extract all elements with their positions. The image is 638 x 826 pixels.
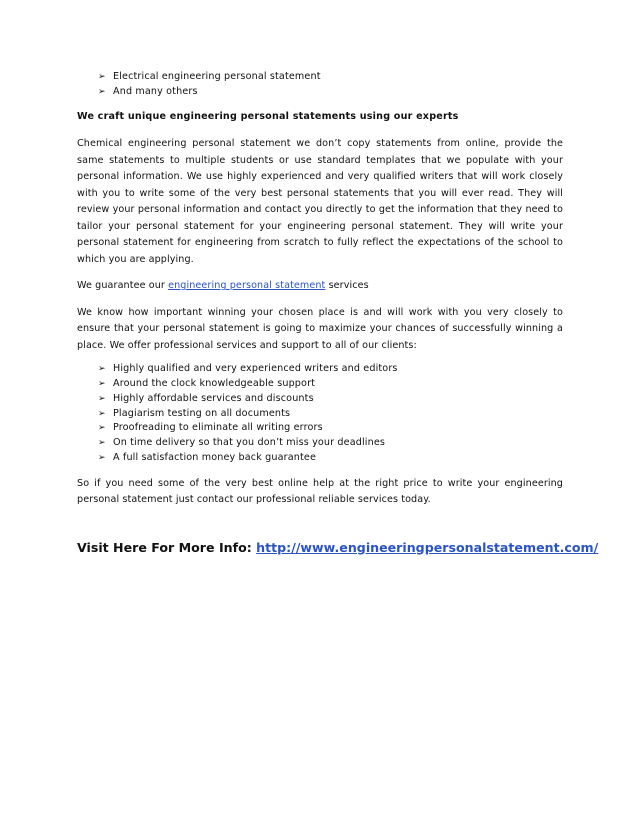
arrow-bullet-icon: ➢ bbox=[98, 393, 106, 404]
list-item bbox=[77, 421, 563, 436]
list-item-text: Proofreading to eliminate all writing errors bbox=[113, 422, 323, 434]
list-item bbox=[77, 436, 563, 451]
list-item bbox=[77, 85, 563, 100]
arrow-bullet-icon: ➢ bbox=[98, 452, 106, 463]
visit-label: Visit Here For More Info: bbox=[77, 539, 257, 555]
paragraph-services: We know how important winning your chosen place is and will work with you very closely to ensure that your personal statement is going to maximize your chances of successfully winning a place. We offer professional services and support to all of our clients: bbox=[77, 306, 563, 351]
features-bullet-list bbox=[77, 362, 563, 466]
list-item-text: Highly affordable services and discounts bbox=[113, 392, 314, 404]
paragraph-guarantee bbox=[77, 278, 563, 295]
list-item bbox=[77, 407, 563, 422]
arrow-bullet-icon: ➢ bbox=[98, 378, 106, 389]
paragraph-intro: Chemical engineering personal statement we don’t copy statements from online, provide the same statements to multiple students or use standard templates that we populate with your personal information. We use highly experienced and very qualified writers that will work closely with you to write some of the very best personal statements that you will ever read. They will review your personal information and contact you directly to get the information that they need to tailor your personal statement for your engineering personal statement. They will write your personal statement for engineering from scratch to fully reflect the expectations of the school to which you are applying. bbox=[77, 138, 563, 265]
section-heading: We craft unique engineering personal statements using our experts bbox=[77, 111, 459, 123]
list-item-text: And many others bbox=[113, 85, 198, 97]
arrow-bullet-icon: ➢ bbox=[98, 86, 106, 97]
top-bullet-list bbox=[77, 70, 563, 99]
list-item-text: Electrical engineering personal statement bbox=[113, 71, 321, 82]
list-item-text: A full satisfaction money back guarantee bbox=[113, 451, 317, 463]
arrow-bullet-icon: ➢ bbox=[98, 438, 106, 449]
arrow-bullet-icon: ➢ bbox=[98, 72, 106, 82]
document-page bbox=[77, 70, 599, 557]
paragraph-closing: So if you need some of the very best online help at the right price to write your engineering personal statement just contact our professional reliable services today. bbox=[77, 477, 563, 506]
list-item bbox=[77, 362, 563, 377]
arrow-bullet-icon: ➢ bbox=[98, 408, 106, 419]
list-item bbox=[77, 392, 563, 407]
engineering-statement-link[interactable]: engineering personal statement bbox=[168, 280, 326, 292]
list-item bbox=[77, 451, 563, 466]
guarantee-text-after: services bbox=[325, 280, 369, 292]
list-item-text: Highly qualified and very experienced writers and editors bbox=[113, 363, 398, 375]
list-item bbox=[77, 70, 563, 85]
guarantee-text-before: We guarantee our bbox=[77, 280, 169, 292]
list-item-text: Plagiarism testing on all documents bbox=[113, 407, 291, 419]
arrow-bullet-icon: ➢ bbox=[98, 423, 106, 434]
visit-info-line bbox=[77, 539, 599, 557]
list-item bbox=[77, 377, 563, 392]
website-link[interactable]: http://www.engineeringpersonalstatement.com/ bbox=[256, 539, 599, 555]
list-item-text: On time delivery so that you don’t miss your deadlines bbox=[113, 437, 386, 449]
list-item-text: Around the clock knowledgeable support bbox=[113, 377, 316, 389]
arrow-bullet-icon: ➢ bbox=[98, 364, 106, 375]
